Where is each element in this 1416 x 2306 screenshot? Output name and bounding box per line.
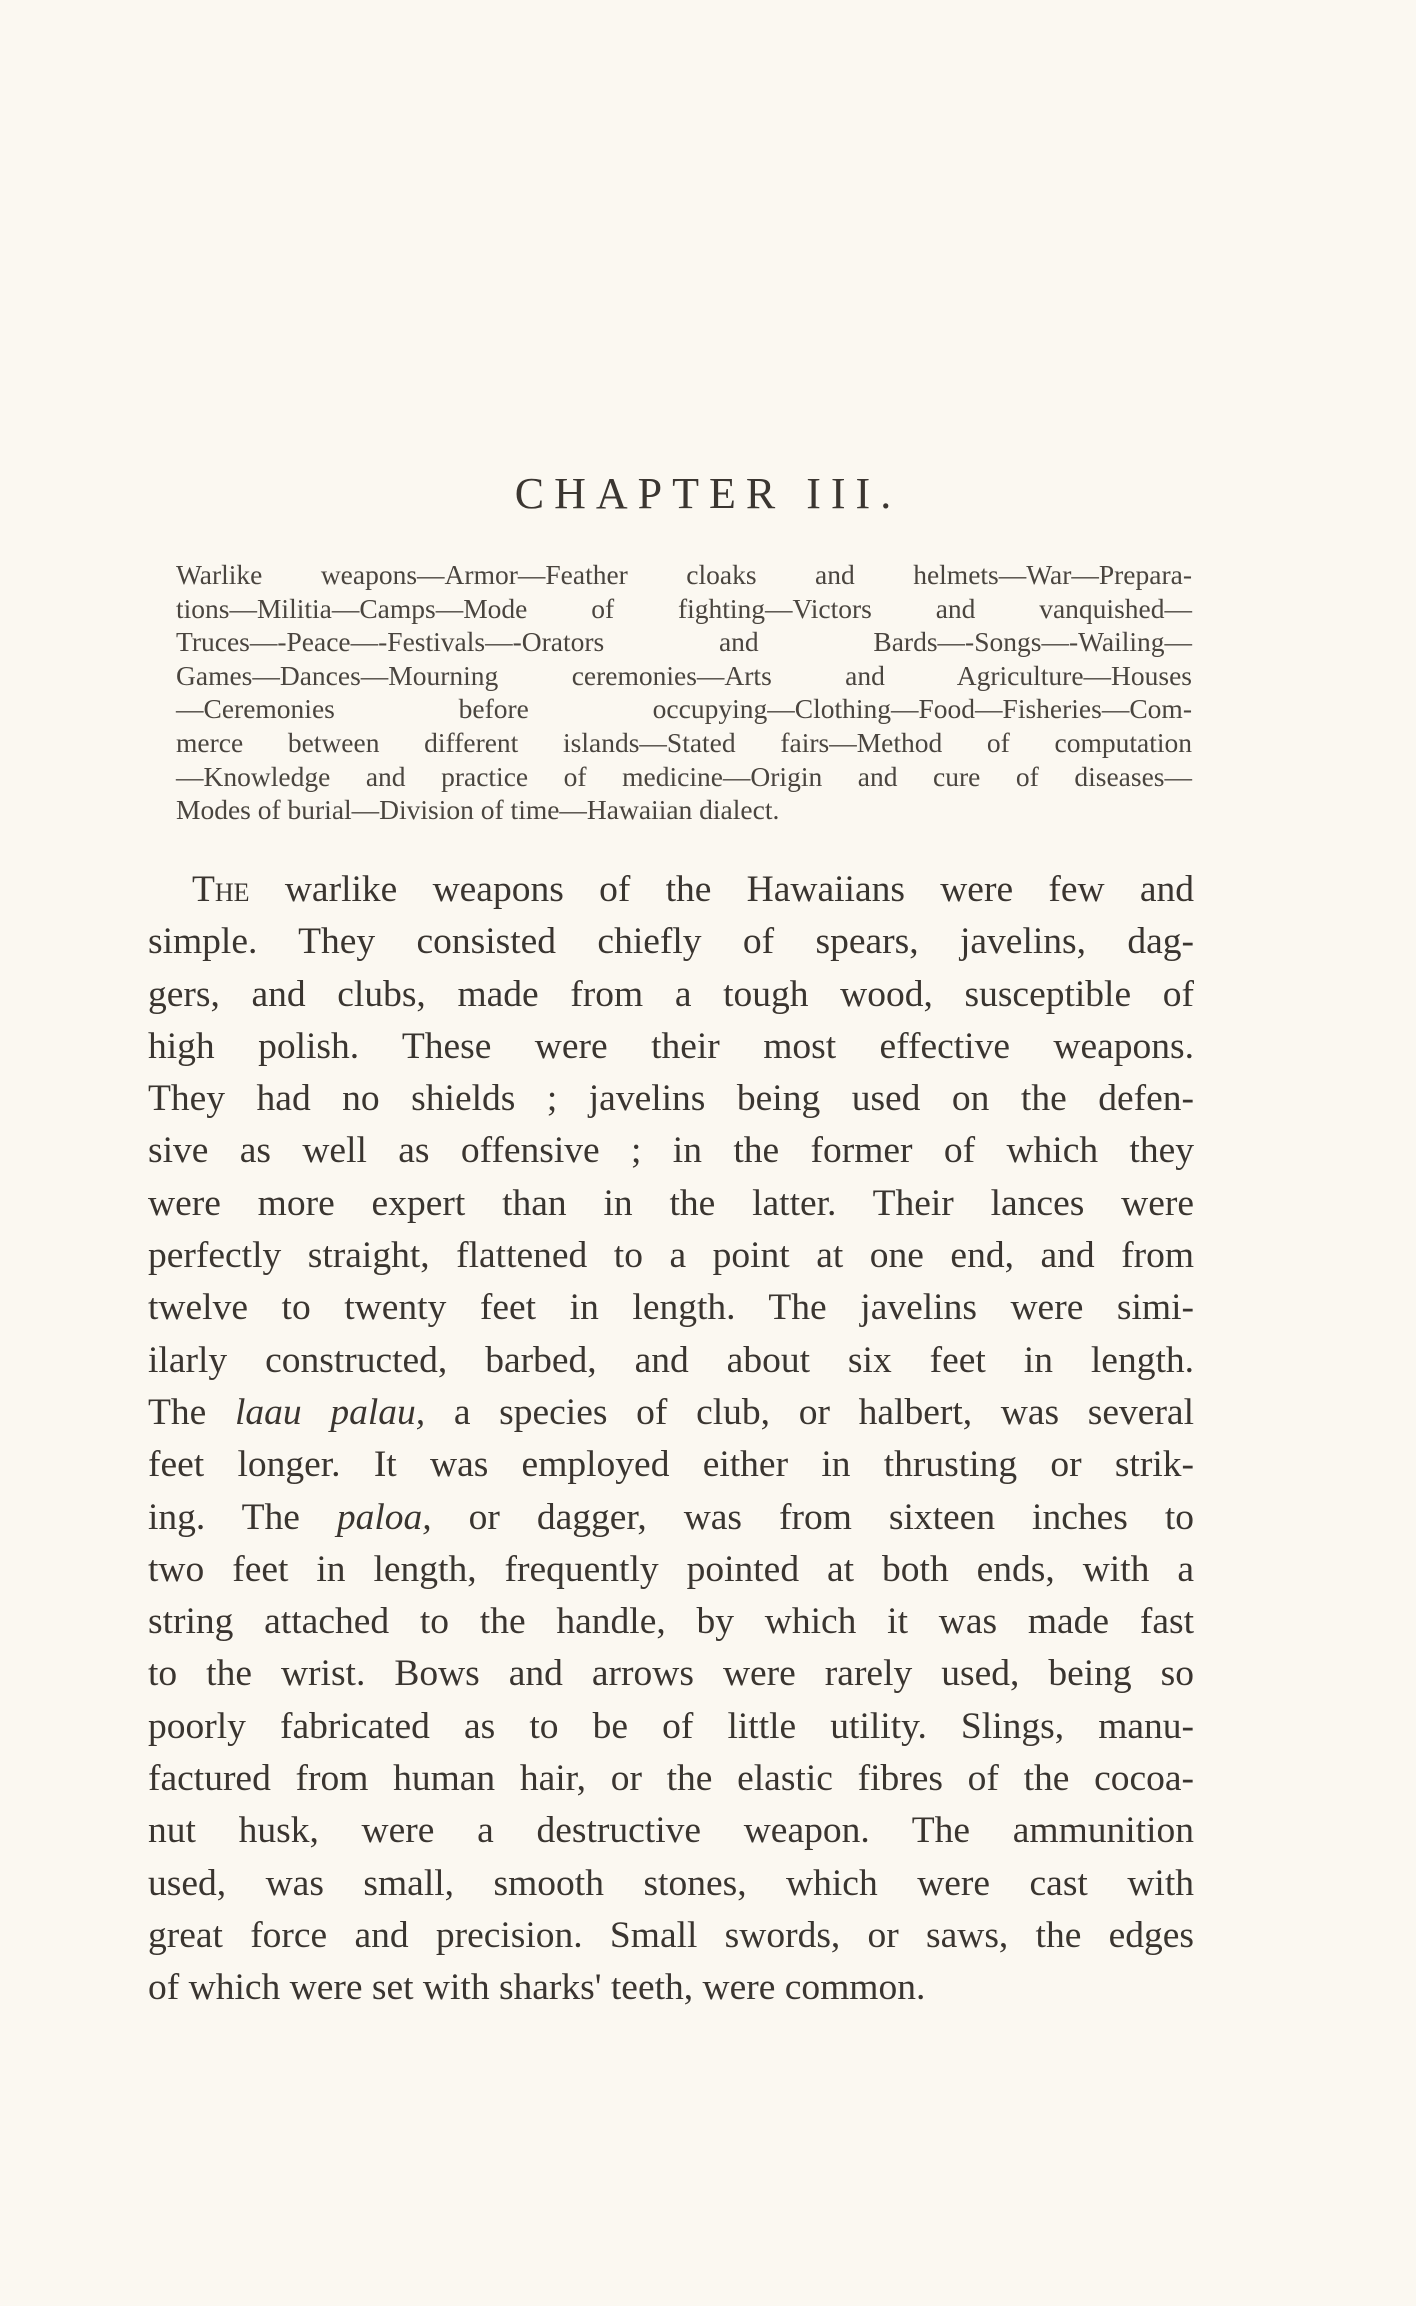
body-line-text: ing. The [148,1496,337,1538]
synopsis-line: Games—Dances—Mourning ceremonies—Arts and Agriculture—Houses [176,659,1192,691]
synopsis-line: —Knowledge and practice of medicine—Origin and cure of diseases— [176,760,1192,792]
body-line: of which were set with sharks' teeth, were common. [148,1967,926,2009]
body-line: great force and precision. Small swords, or saws, the edges [148,1914,1194,1956]
body-line [148,1492,1194,1544]
body-line: were more expert than in the latter. Their lances were [148,1182,1194,1224]
body-line [148,864,1194,916]
body-line [148,1387,1194,1439]
synopsis-line: Modes of burial—Division of time—Hawaiian dialect. [176,794,780,826]
body-line: nut husk, were a destructive weapon. The ammunition [148,1810,1194,1852]
body-line-text: a species of club, or halbert, was several [425,1391,1194,1433]
body-line: two feet in length, frequently pointed at both ends, with a [148,1548,1194,1590]
body-line: perfectly straight, flattened to a point at one end, and from [148,1235,1194,1277]
chapter-title: CHAPTER III. [514,469,902,518]
body-line: They had no shields ; javelins being used on the defen- [148,1078,1194,1120]
synopsis-line: tions—Militia—Camps—Mode of fighting—Victors and vanquished— [176,592,1192,624]
synopsis-line: merce between different islands—Stated fairs—Method of computation [176,726,1192,758]
body-line: string attached to the handle, by which it was made fast [148,1601,1194,1643]
body-line: gers, and clubs, made from a tough wood, susceptible of [148,973,1194,1015]
body-line-text: warlike weapons of the Hawaiians were few and [249,869,1194,910]
body-line-text: or dagger, was from sixteen inches to [431,1496,1194,1538]
body-line: used, was small, smooth stones, which were cast with [148,1862,1194,1904]
synopsis-line: Warlike weapons—Armor—Feather cloaks and helmets—War—Prepara- [176,559,1192,590]
hawaiian-term-laau-palau: laau palau, [235,1391,426,1433]
hawaiian-term-paloa: paloa, [336,1496,432,1538]
body-line: simple. They consisted chiefly of spears, javelins, dag- [148,921,1194,963]
body-line: high polish. These were their most effective weapons. [148,1025,1194,1067]
body-line: feet longer. It was employed either in thrusting or strik- [148,1444,1194,1486]
body-line: to the wrist. Bows and arrows were rarely used, being so [148,1653,1194,1695]
synopsis-line: Truces—-Peace—-Festivals—-Orators and Bards—-Songs—-Wailing— [176,626,1192,658]
drop-word: The [192,869,250,910]
body-line: poorly fabricated as to be of little utility. Slings, manu- [148,1705,1194,1747]
body-line: sive as well as offensive ; in the former of which they [148,1130,1194,1172]
body-line-text: The [148,1391,235,1433]
body-line: ilarly constructed, barbed, and about six feet in length. [148,1339,1194,1381]
synopsis-line: —Ceremonies before occupying—Clothing—Food—Fisheries—Com- [176,693,1192,725]
body-paragraph [148,864,1194,2015]
body-line: twelve to twenty feet in length. The javelins were simi- [148,1287,1194,1329]
body-line: factured from human hair, or the elastic fibres of the cocoa- [148,1758,1194,1800]
chapter-synopsis [176,558,1192,827]
